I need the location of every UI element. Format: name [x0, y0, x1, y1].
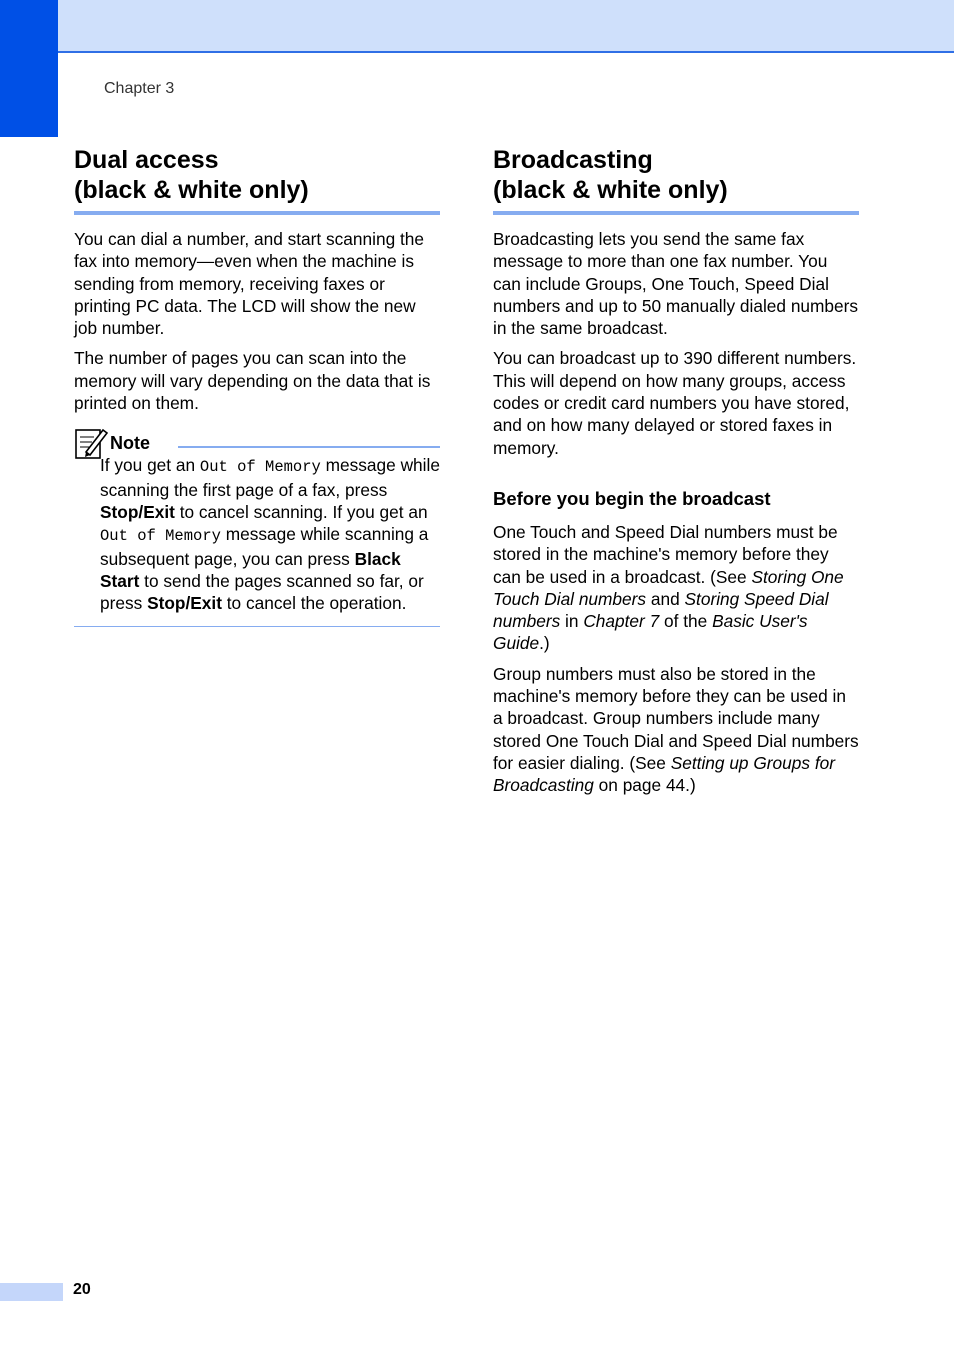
chapter-label: Chapter 3: [104, 80, 175, 97]
page-number: 20: [73, 1281, 91, 1298]
paragraph: Group numbers must also be stored in the machine's memory before they can be used in a broadcast. Group numbers include many stored One Touch Dial and Speed Dial numbers for easier dialing. (See Setting up Groups for Broadcasting on page 44.): [493, 663, 859, 796]
page-number-bar: [0, 1283, 63, 1301]
right-column: [493, 145, 859, 797]
chapter-tab: [0, 0, 58, 137]
note-label: Note: [110, 433, 150, 454]
section-title-broadcasting: Broadcasting (black & white only): [493, 145, 859, 215]
paragraph: You can dial a number, and start scanning the fax into memory—even when the machine is sending from memory, receiving faxes or printing PC data. The LCD will show the new job number.: [74, 229, 425, 339]
header-band: [58, 0, 954, 53]
left-column: [74, 145, 440, 627]
note-bottom-divider: [74, 626, 440, 627]
paragraph: You can broadcast up to 390 different numbers. This will depend on how many groups, access codes or credit card numbers you have stored, and on how many delayed or stored faxes in memory.: [493, 348, 857, 458]
note-text: If you get an Out of Memory message while scanning the first page of a fax, press Stop/Exit to cancel scanning. If you get an Out of Memory message while scanning a subsequent page, you can press Black Start to send the pages scanned so far, or press Stop/Exit to cancel the operation.: [100, 455, 440, 614]
section-title-dual-access: Dual access (black & white only): [74, 145, 440, 215]
paragraph: The number of pages you can scan into the memory will vary depending on the data that is printed on them.: [74, 348, 431, 414]
note-header: [74, 426, 440, 460]
subheading-before-broadcast: Before you begin the broadcast: [493, 487, 771, 509]
note-divider: [178, 446, 440, 448]
note-pencil-icon: [74, 426, 108, 460]
paragraph: Broadcasting lets you send the same fax message to more than one fax number. You can include Groups, One Touch, Speed Dial numbers and up to 50 manually dialed numbers in the same broadcast.: [493, 229, 859, 339]
paragraph: One Touch and Speed Dial numbers must be stored in the machine's memory before they can be used in a broadcast. (See Storing One Touch Dial numbers and Storing Speed Dial numbers in Chapter 7 of the Basic User's Guide.): [493, 521, 844, 654]
